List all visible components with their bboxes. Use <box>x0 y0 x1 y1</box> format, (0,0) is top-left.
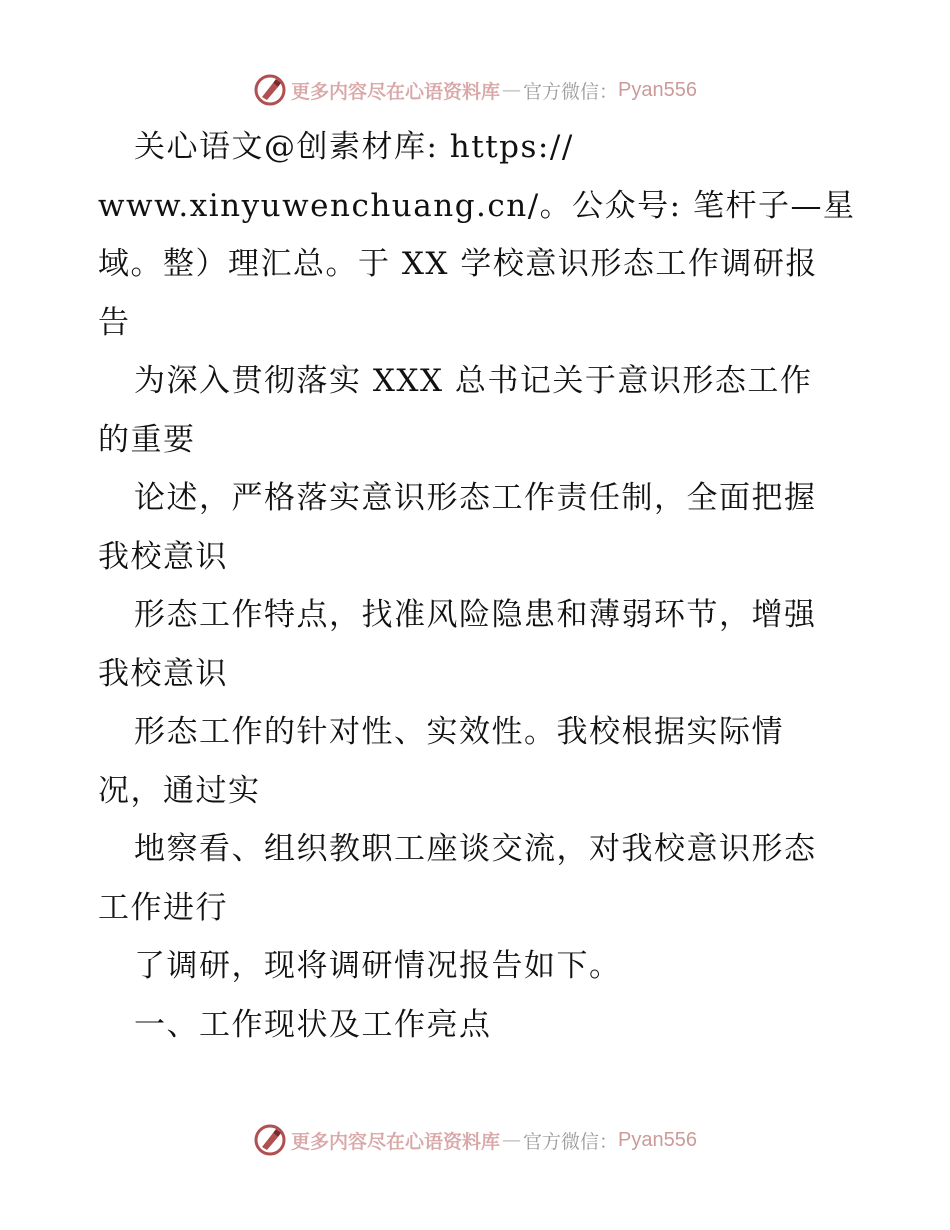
pen-nib-logo-icon <box>253 1123 287 1157</box>
document-line: 告 <box>98 304 131 341</box>
footer-watermark <box>0 1120 950 1160</box>
wechat-label: 官方微信： <box>523 80 619 103</box>
wechat-label: 官方微信： <box>523 1130 619 1153</box>
document-line: www.xinyuwenchuang.cn/。公众号: 笔杆子—星 <box>98 187 856 224</box>
pen-nib-logo-icon <box>253 73 287 107</box>
document-body <box>98 118 858 1054</box>
document-line: 工作进行 <box>98 889 228 926</box>
document-line: 形态工作的针对性、实效性。我校根据实际情 <box>134 714 784 750</box>
promo-dash: — <box>502 1129 522 1151</box>
document-line: 域。整）理汇总。于 XX 学校意识形态工作调研报 <box>98 246 818 282</box>
wechat-account: Pyan556 <box>618 1128 697 1151</box>
document-line: 一、工作现状及工作亮点 <box>134 1006 492 1043</box>
document-line: 了调研，现将调研情况报告如下。 <box>134 948 622 984</box>
promo-text: 更多内容尽在心语资料库 <box>291 1130 501 1153</box>
promo-dash: — <box>502 79 522 101</box>
document-line: 我校意识 <box>98 538 228 575</box>
document-line: 形态工作特点，找准风险隐患和薄弱环节，增强 <box>134 597 817 633</box>
document-line: 地察看、组织教职工座谈交流，对我校意识形态 <box>134 831 817 867</box>
document-line: 为深入贯彻落实 XXX 总书记关于意识形态工作 <box>134 363 813 399</box>
header-watermark <box>0 70 950 110</box>
document-line: 论述，严格落实意识形态工作责任制，全面把握 <box>134 480 817 516</box>
wechat-account: Pyan556 <box>618 78 697 101</box>
document-line: 况，通过实 <box>98 772 261 809</box>
document-line: 的重要 <box>98 421 196 458</box>
document-line: 关心语文@创素材库: https:// <box>134 129 574 165</box>
promo-text: 更多内容尽在心语资料库 <box>291 80 501 103</box>
document-line: 我校意识 <box>98 655 228 692</box>
